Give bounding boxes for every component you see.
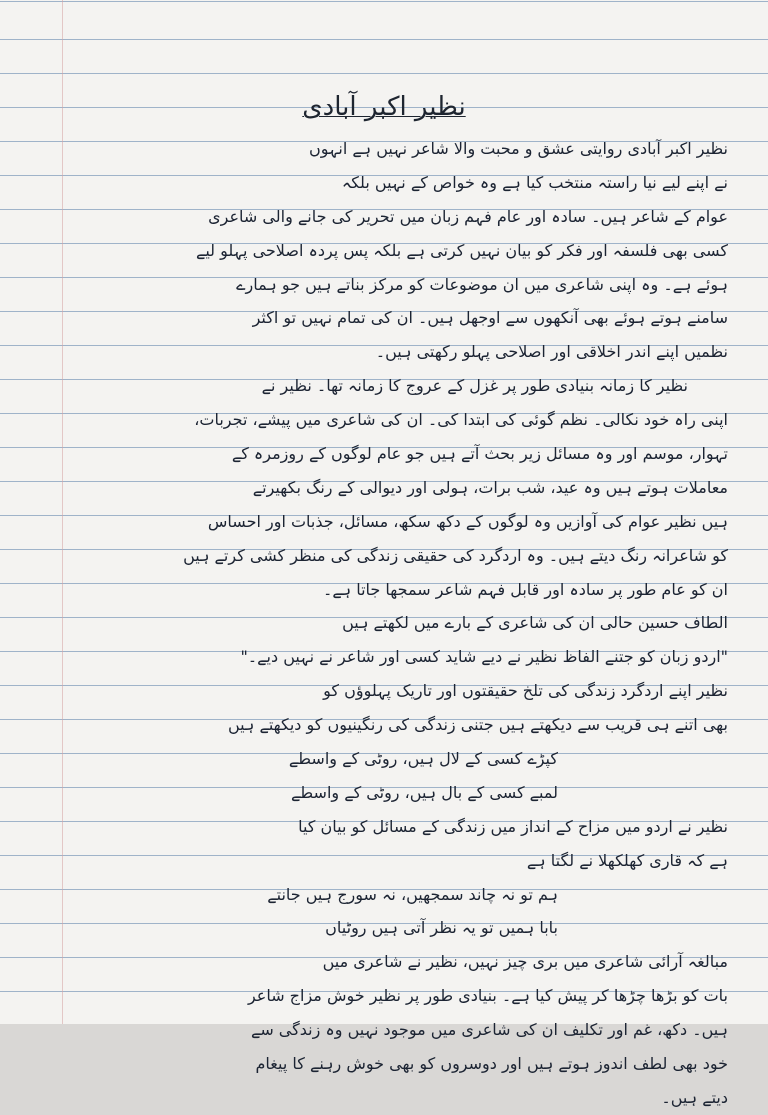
margin-rule [62, 0, 63, 1024]
text-line: دیتے ہیں۔ [661, 1087, 728, 1107]
text-line: ہیں نظیر عوام کی آوازیں وہ لوگوں کے دکھ سکھ، مسائل، جذبات اور احساس [207, 511, 728, 531]
text-line: ہیں۔ دکھ، غم اور تکلیف ان کی شاعری میں موجود نہیں وہ زندگی سے [250, 1020, 728, 1040]
quote-line: "اردو زبان کو جتنے الفاظ نظیر نے دیے شاید کسی اور شاعر نے نہیں دیے۔" [240, 647, 728, 667]
text-line: ہے کہ قاری کھلکھلا نے لگتا ہے [526, 850, 728, 870]
text-line: معاملات ہوتے ہیں وہ عید، شب برات، ہولی اور دیوالی کے رنگ بکھیرتے [252, 477, 728, 497]
verse-line: بابا ہمیں تو یہ نظر آتی ہیں روٹیاں [325, 918, 558, 938]
text-line: تہوار، موسم اور وہ مسائل زیر بحث آتے ہیں جو عام لوگوں کے روزمرہ کے [231, 444, 728, 464]
text-line: عوام کے شاعر ہیں۔ سادہ اور عام فہم زبان میں تحریر کی جانے والی شاعری [208, 206, 728, 226]
text-line: خود بھی لطف اندوز ہوتے ہیں اور دوسروں کو بھی خوش رہنے کا پیغام [255, 1054, 728, 1074]
text-line: ان کو عام طور پر سادہ اور قابل فہم شاعر سمجھا جاتا ہے۔ [323, 579, 728, 599]
text-line: مبالغہ آرائی شاعری میں بری چیز نہیں، نظیر نے شاعری میں [322, 952, 728, 972]
text-line: اپنی راہ خود نکالی۔ نظم گوئی کی ابتدا کی۔ ان کی شاعری میں پیشے، تجربات، [194, 410, 728, 430]
text-line: کو شاعرانہ رنگ دیتے ہیں۔ وہ اردگرد کی حقیقی زندگی کی منظر کشی کرتے ہیں [183, 545, 728, 565]
text-line: نظیر اکبر آبادی روایتی عشق و محبت والا شاعر نہیں ہے انہوں [309, 139, 728, 158]
text-line: نے اپنے لیے نیا راستہ منتخب کیا ہے وہ خواص کے نہیں بلکہ [341, 172, 728, 192]
text-line: بات کو بڑھا چڑھا کر پیش کیا ہے۔ بنیادی طور پر نظیر خوش مزاج شاعر [247, 986, 728, 1006]
verse-line: لمبے کسی کے بال ہیں، روٹی کے واسطے [291, 782, 558, 802]
text-line: کسی بھی فلسفہ اور فکر کو بیان نہیں کرتی ہے بلکہ پس پردہ اصلاحی پہلو لیے [195, 240, 728, 260]
text-line: نظمیں اپنے اندر اخلاقی اور اصلاحی پہلو رکھتی ہیں۔ [375, 342, 728, 362]
text-line: الطاف حسین حالی ان کی شاعری کے بارے میں لکھتے ہیں [342, 613, 728, 633]
text-line: بھی اتنے ہی قریب سے دیکھتے ہیں جتنی زندگی کی رنگینیوں کو دیکھتے ہیں [227, 715, 728, 735]
page-title: نظیر اکبر آبادی [302, 92, 466, 122]
handwritten-essay [70, 132, 728, 1115]
text-line: نظیر اپنے اردگرد زندگی کی تلخ حقیقتوں اور تاریک پہلوؤں کو [323, 681, 728, 701]
text-line: سامنے ہوتے ہوئے بھی آنکھوں سے اوجھل ہیں۔ ان کی تمام نہیں تو اکثر [252, 308, 728, 328]
text-line: نظیر نے اردو میں مزاح کے انداز میں زندگی کے مسائل کو بیان کیا [298, 816, 728, 836]
text-line: ہوئے ہے۔ وہ اپنی شاعری میں ان موضوعات کو مرکز بناتے ہیں جو ہمارے [236, 274, 728, 294]
verse-line: ہم تو نہ چاند سمجھیں، نہ سورج ہیں جانتے [267, 884, 558, 904]
verse-line: کپڑے کسی کے لال ہیں، روٹی کے واسطے [288, 749, 558, 769]
text-line: نظیر کا زمانہ بنیادی طور پر غزل کے عروج کا زمانہ تھا۔ نظیر نے [261, 376, 688, 396]
